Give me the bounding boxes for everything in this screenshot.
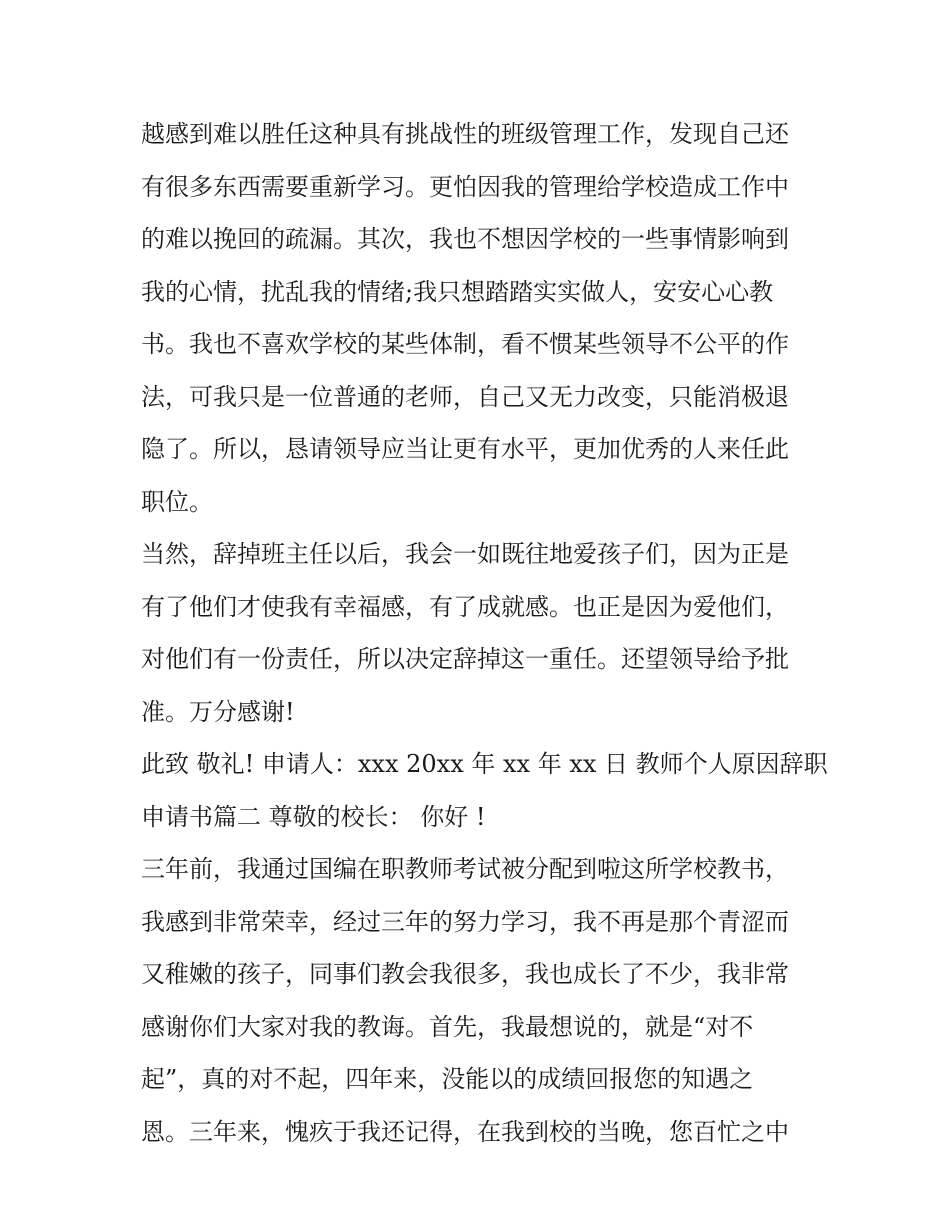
text-line: 起”，真的对不起，四年来，没能以的成绩回报您的知遇之 bbox=[141, 1065, 754, 1093]
text-line: 又稚嫩的孩子，同事们教会我很多，我也成长了不少，我非常 bbox=[141, 960, 789, 988]
text-line: 申请书篇二 尊敬的校长： 你好 ! bbox=[141, 802, 486, 831]
body-text bbox=[141, 108, 828, 1158]
text-line: 当然，辞掉班主任以后，我会一如既往地爱孩子们，因为正是 bbox=[141, 540, 789, 568]
text-line: 的难以挽回的疏漏。其次，我也不想因学校的一些事情影响到 bbox=[141, 225, 789, 253]
text-line: 准。万分感谢! bbox=[141, 697, 295, 726]
text-line: 我的心情，扰乱我的情绪;我只想踏踏实实做人，安安心心教 bbox=[141, 277, 774, 306]
text-line: 感谢你们大家对我的教诲。首先，我最想说的，就是“对不 bbox=[141, 1012, 754, 1041]
text-line: 有很多东西需要重新学习。更怕因我的管理给学校造成工作中 bbox=[141, 172, 789, 201]
text-line: 恩。三年来，愧疚于我还记得，在我到校的当晚，您百忙之中 bbox=[141, 1117, 789, 1146]
text-line: 对他们有一份责任，所以决定辞掉这一重任。还望领导给予批 bbox=[141, 645, 789, 673]
text-line: 隐了。所以，恳请领导应当让更有水平，更加优秀的人来任此 bbox=[141, 435, 789, 463]
text-line: 职位。 bbox=[141, 487, 213, 516]
text-line: 有了他们才使我有幸福感，有了成就感。也正是因为爱他们， bbox=[141, 592, 789, 621]
text-line: 法，可我只是一位普通的老师，自己又无力改变，只能消极退 bbox=[141, 382, 789, 411]
text-line: 此致 敬礼! 申请人：xxx 20xx 年 xx 年 xx 日 教师个人原因辞职 bbox=[141, 750, 828, 778]
text-line: 三年前，我通过国编在职教师考试被分配到啦这所学校教书， bbox=[141, 855, 789, 883]
text-line: 书。我也不喜欢学校的某些体制，看不惯某些领导不公平的作 bbox=[141, 330, 789, 358]
text-line: 我感到非常荣幸，经过三年的努力学习，我不再是那个青涩而 bbox=[141, 907, 789, 936]
text-line: 越感到难以胜任这种具有挑战性的班级管理工作，发现自己还 bbox=[141, 120, 789, 148]
